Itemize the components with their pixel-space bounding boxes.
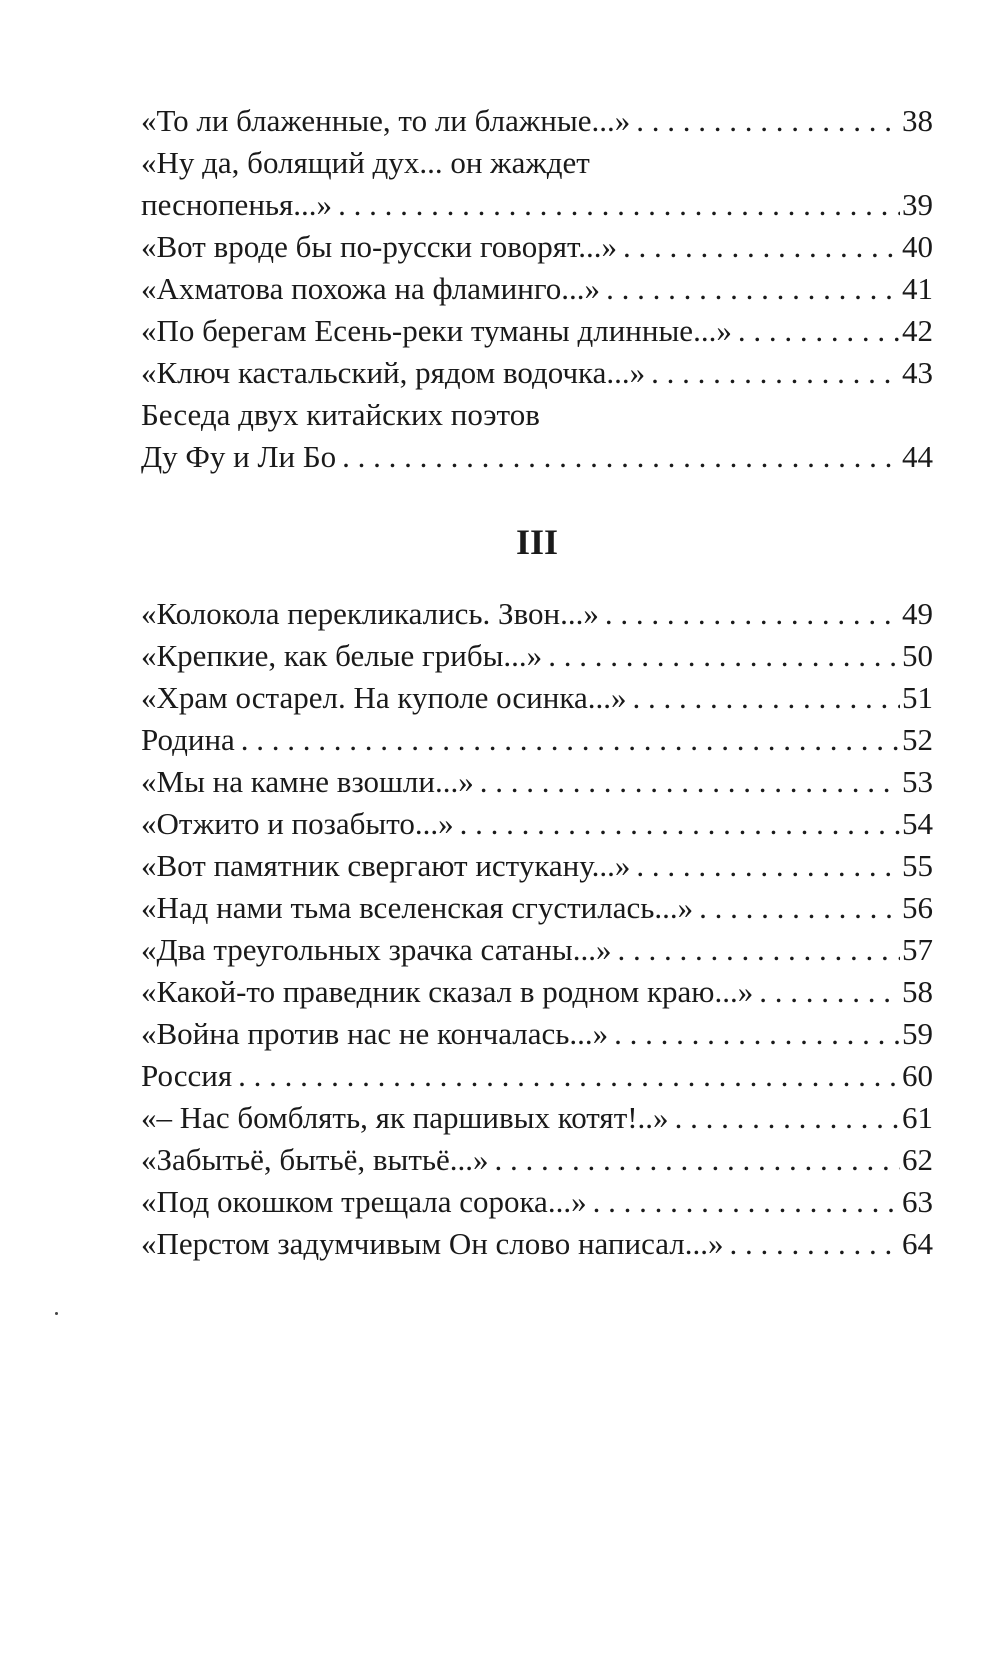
toc-entry-title: «Отжито и позабыто...»: [141, 806, 454, 841]
dot-leader: [338, 184, 900, 226]
dot-leader: [593, 1181, 900, 1223]
toc-entry-title: «Храм остарел. На куполе осинка...»: [141, 680, 627, 715]
toc-entry: [141, 761, 933, 803]
toc-entry: [141, 845, 933, 887]
toc-entry: [141, 352, 933, 394]
toc-entry-title: «Колокола перекликались. Звон...»: [141, 596, 599, 631]
toc-entry-page-number: 54: [902, 806, 933, 841]
toc-entry-page-number: 58: [902, 974, 933, 1009]
toc-entry-page-number: 49: [902, 596, 933, 631]
dot-leader: [699, 887, 900, 929]
toc-entry-page-number: 63: [902, 1184, 933, 1219]
toc-entry: [141, 929, 933, 971]
toc-entry-page-number: 55: [902, 848, 933, 883]
dot-leader: [675, 1097, 900, 1139]
dot-leader: [605, 593, 900, 635]
toc-entry-page-number: 60: [902, 1058, 933, 1093]
toc-entry: [141, 635, 933, 677]
toc-entry-title: «Два треугольных зрачка сатаны...»: [141, 932, 612, 967]
dot-leader: [342, 436, 900, 478]
toc-entry-page-number: 52: [902, 722, 933, 757]
toc-section-two-continued: [141, 100, 933, 478]
toc-entry: [141, 1055, 933, 1097]
toc-entry-page-number: 43: [902, 355, 933, 390]
toc-entry-title: Родина: [141, 722, 235, 757]
dot-leader: [241, 719, 900, 761]
dot-leader: [632, 677, 900, 719]
dot-leader: [495, 1139, 900, 1181]
toc-entry-title: Ду Фу и Ли Бо: [141, 439, 337, 474]
toc-entry: [141, 1097, 933, 1139]
section-heading: III: [515, 522, 559, 562]
dot-leader: [606, 268, 900, 310]
toc-entry-page-number: 41: [902, 271, 933, 306]
dot-leader: [636, 845, 900, 887]
toc-entry: [141, 677, 933, 719]
toc-entry-title: «Забытьё, бытьё, вытьё...»: [141, 1142, 489, 1177]
dot-leader: [614, 1013, 900, 1055]
toc-entry: [141, 436, 933, 478]
toc-entry-page-number: 44: [902, 439, 933, 474]
toc-entry: [141, 100, 933, 142]
toc-entry-title-line: Беседа двух китайских поэтов: [141, 397, 540, 432]
toc-entry: [141, 887, 933, 929]
toc-entry: [141, 803, 933, 845]
toc-entry: [141, 719, 933, 761]
toc-entry-page-number: 38: [902, 103, 933, 138]
dot-leader: [548, 635, 900, 677]
dot-leader: [623, 226, 900, 268]
toc-entry: [141, 184, 933, 226]
toc-entry-title: «Под окошком трещала сорока...»: [141, 1184, 587, 1219]
dot-leader: [759, 971, 900, 1013]
toc-entry-page-number: 42: [902, 313, 933, 348]
dot-leader: [651, 352, 900, 394]
toc-entry-title: «Мы на камне взошли...»: [141, 764, 474, 799]
toc-entry-title: «Ключ кастальский, рядом водочка...»: [141, 355, 646, 390]
dot-leader: [480, 761, 900, 803]
toc-section-three: [141, 593, 933, 1265]
toc-entry-page-number: 51: [902, 680, 933, 715]
toc-entry-page-number: 57: [902, 932, 933, 967]
toc-entry-title: «Вот вроде бы по-русски говорят...»: [141, 229, 617, 264]
toc-entry-title: Россия: [141, 1058, 233, 1093]
toc-entry-title: «– Нас бомблять, як паршивых котят!..»: [141, 1100, 669, 1135]
toc-entry-title: «Ахматова похожа на фламинго...»: [141, 271, 601, 306]
toc-entry: [141, 1181, 933, 1223]
toc-entry-page-number: 56: [902, 890, 933, 925]
toc-entry-title: «По берегам Есень-реки туманы длинные...»: [141, 313, 732, 348]
dot-leader: [738, 310, 900, 352]
toc-entry: [141, 1013, 933, 1055]
toc-entry: [141, 1139, 933, 1181]
dot-leader: [460, 803, 900, 845]
toc-entry-title: «Крепкие, как белые грибы...»: [141, 638, 543, 673]
toc-entry: [141, 310, 933, 352]
toc-entry-page-number: 59: [902, 1016, 933, 1051]
toc-entry-page-number: 50: [902, 638, 933, 673]
toc-entry-page-number: 62: [902, 1142, 933, 1177]
toc-entry: [141, 268, 933, 310]
toc-entry: [141, 971, 933, 1013]
toc-entry-title: песнопенья...»: [141, 187, 333, 222]
toc-entry-title: «Война против нас не кончалась...»: [141, 1016, 609, 1051]
dot-leader: [238, 1055, 900, 1097]
toc-entry-page-number: 40: [902, 229, 933, 264]
toc-entry-title: «Перстом задумчивым Он слово написал...»: [141, 1226, 724, 1261]
toc-entry-page-number: 39: [902, 187, 933, 222]
dot-leader: [618, 929, 900, 971]
toc-entry-title: «Какой-то праведник сказал в родном краю...»: [141, 974, 754, 1009]
dot-leader: [729, 1223, 900, 1265]
toc-entry: [141, 593, 933, 635]
toc-entry-page-number: 53: [902, 764, 933, 799]
toc-entry: [141, 1223, 933, 1265]
toc-entry-page-number: 64: [902, 1226, 933, 1261]
toc-entry-page-number: 61: [902, 1100, 933, 1135]
print-speck: [55, 1312, 58, 1315]
toc-entry-title: «Вот памятник свергают истукану...»: [141, 848, 631, 883]
toc-entry-title: «То ли блаженные, то ли блажные...»: [141, 103, 631, 138]
dot-leader: [636, 100, 900, 142]
toc-entry: [141, 226, 933, 268]
toc-entry-title: «Над нами тьма вселенская сгустилась...»: [141, 890, 694, 925]
toc-entry-title-line: «Ну да, болящий дух... он жаждет: [141, 145, 590, 180]
